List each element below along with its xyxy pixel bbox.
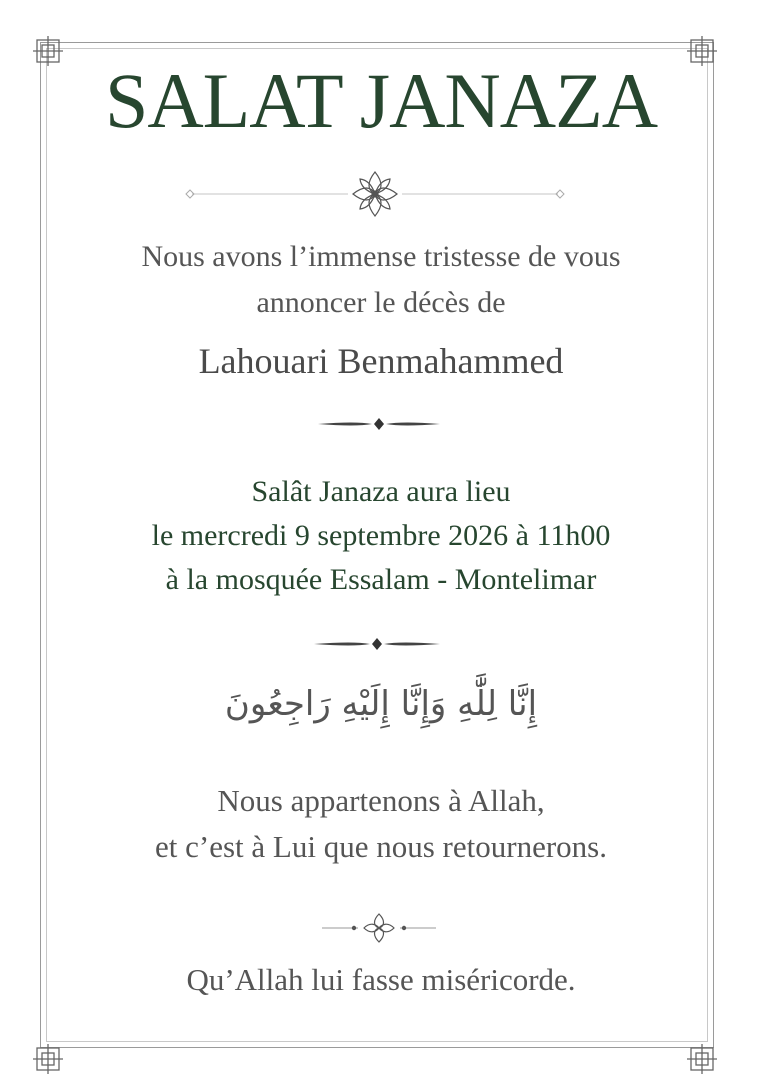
translation-line-1: Nous appartenons à Allah, xyxy=(217,783,545,818)
fleuron-divider-icon xyxy=(320,910,438,946)
arabic-verse: إِنَّا لِلَّٰهِ وَإِنَّا إِلَيْهِ رَاجِعُونَ xyxy=(224,684,538,724)
prayer-details xyxy=(0,470,762,602)
announcement-intro xyxy=(0,234,762,326)
diamond-line-divider-icon xyxy=(316,414,442,434)
event-line-1: Salât Janaza aura lieu xyxy=(251,475,511,508)
closing-prayer: Qu’Allah lui fasse miséricorde. xyxy=(186,962,576,997)
verse-translation xyxy=(0,778,762,870)
intro-line-1: Nous avons l’immense tristesse de vous xyxy=(141,240,621,273)
event-location: à la mosquée Essalam - Montelimar xyxy=(165,563,597,596)
page-title: SALAT JANAZA xyxy=(104,57,658,144)
lotus-flower-icon xyxy=(180,166,570,222)
translation-line-2: et c’est à Lui que nous retournerons. xyxy=(155,829,607,864)
intro-line-2: annoncer le décès de xyxy=(256,286,506,319)
event-date-time: le mercredi 9 septembre 2026 à 11h00 xyxy=(151,519,611,552)
corner-knot-icon-bottom-right xyxy=(687,1044,717,1074)
diamond-line-divider-icon xyxy=(312,634,442,654)
corner-knot-icon-bottom-left xyxy=(33,1044,63,1074)
deceased-name: Lahouari Benmahammed xyxy=(198,341,564,381)
